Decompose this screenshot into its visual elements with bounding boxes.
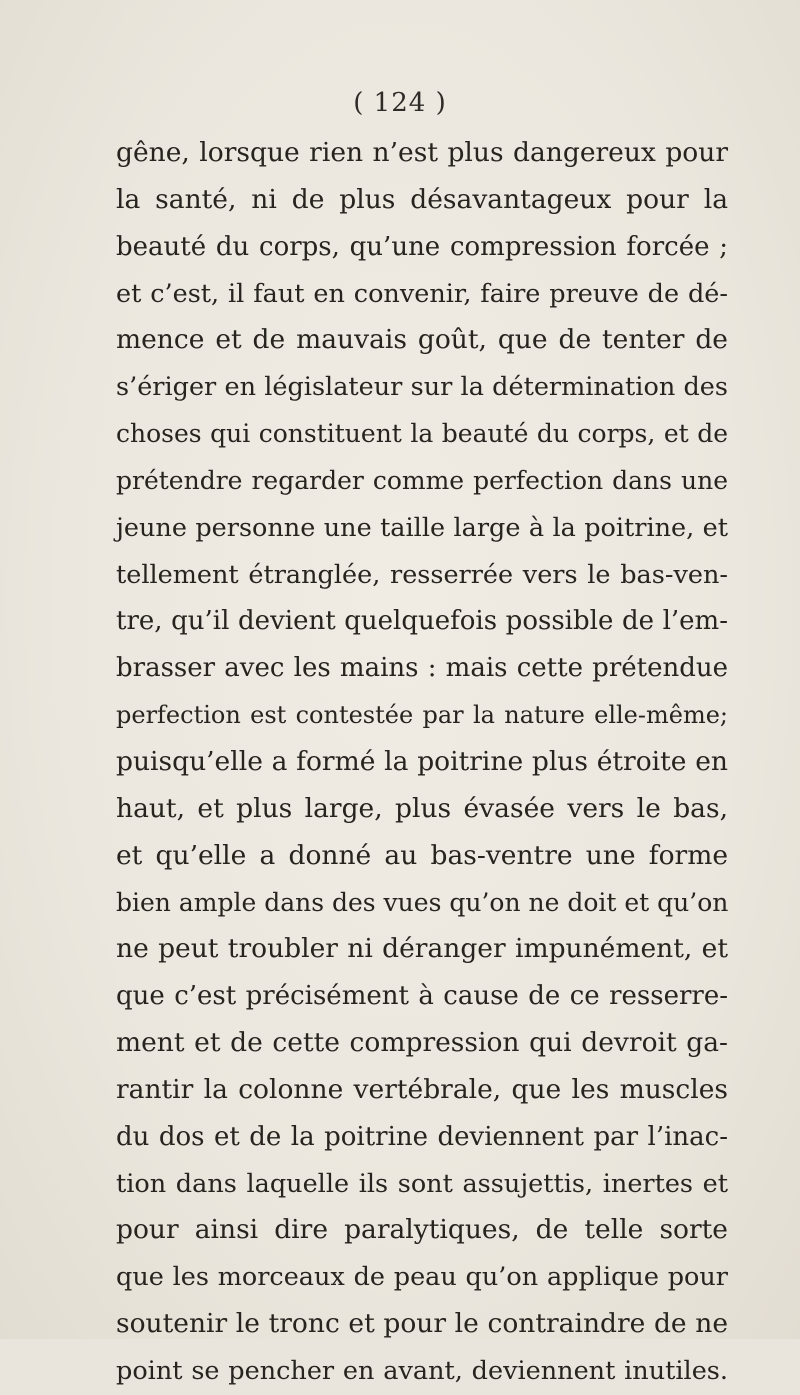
text-line: prétendre regarder comme perfection dans une (116, 465, 728, 495)
text-line: et qu’elle a donné au bas-ventre une forme (116, 839, 728, 871)
text-line: et c’est, il faut en convenir, faire preuve de dé- (116, 278, 728, 309)
text-line: gêne, lorsque rien n’est plus dangereux pour (116, 137, 728, 168)
text-line: soutenir le tronc et pour le contraindre de ne (116, 1308, 728, 1340)
text-line: la santé, ni de plus désavantageux pour la (116, 183, 728, 215)
text-line: que les morceaux de peau qu’on applique pour (116, 1262, 728, 1293)
text-line: ment et de cette compression qui devroit ga- (116, 1027, 728, 1059)
text-line: brasser avec les mains : mais cette prétendue (116, 653, 728, 684)
page-number: ( 124 ) (353, 88, 447, 118)
text-line: s’ériger en législateur sur la détermination des (116, 372, 728, 403)
text-line: que c’est précisément à cause de ce resserre- (116, 981, 728, 1012)
text-line: jeune personne une taille large à la poitrine, et (116, 512, 728, 543)
text-line: pour ainsi dire paralytiques, de telle sorte (116, 1214, 728, 1246)
text-line: rantir la colonne vertébrale, que les muscles (116, 1073, 728, 1105)
text-line: perfection est contestée par la nature elle-même; (116, 701, 728, 730)
body-text (116, 130, 728, 1395)
text-line: tre, qu’il devient quelquefois possible de l’em- (116, 606, 728, 637)
text-line: mence et de mauvais goût, que de tenter de (116, 324, 728, 356)
text-line: haut, et plus large, plus évasée vers le bas, (116, 792, 728, 824)
text-line: du dos et de la poitrine deviennent par l’inac- (116, 1121, 728, 1152)
text-line: bien ample dans des vues qu’on ne doit et qu’on (116, 887, 729, 917)
text-line: puisqu’elle a formé la poitrine plus étroite en (116, 745, 728, 777)
text-line: beauté du corps, qu’une compression forcée ; (116, 231, 728, 262)
text-line: tellement étranglée, resserrée vers le bas-ven- (116, 559, 728, 590)
text-line: ne peut troubler ni déranger impunément, et (116, 933, 728, 965)
text-line: tion dans laquelle ils sont assujettis, inertes et (116, 1168, 728, 1199)
text-line: choses qui constituent la beauté du corps, et de (116, 419, 728, 449)
text-line: point se pencher en avant, deviennent inutiles. (116, 1355, 728, 1386)
